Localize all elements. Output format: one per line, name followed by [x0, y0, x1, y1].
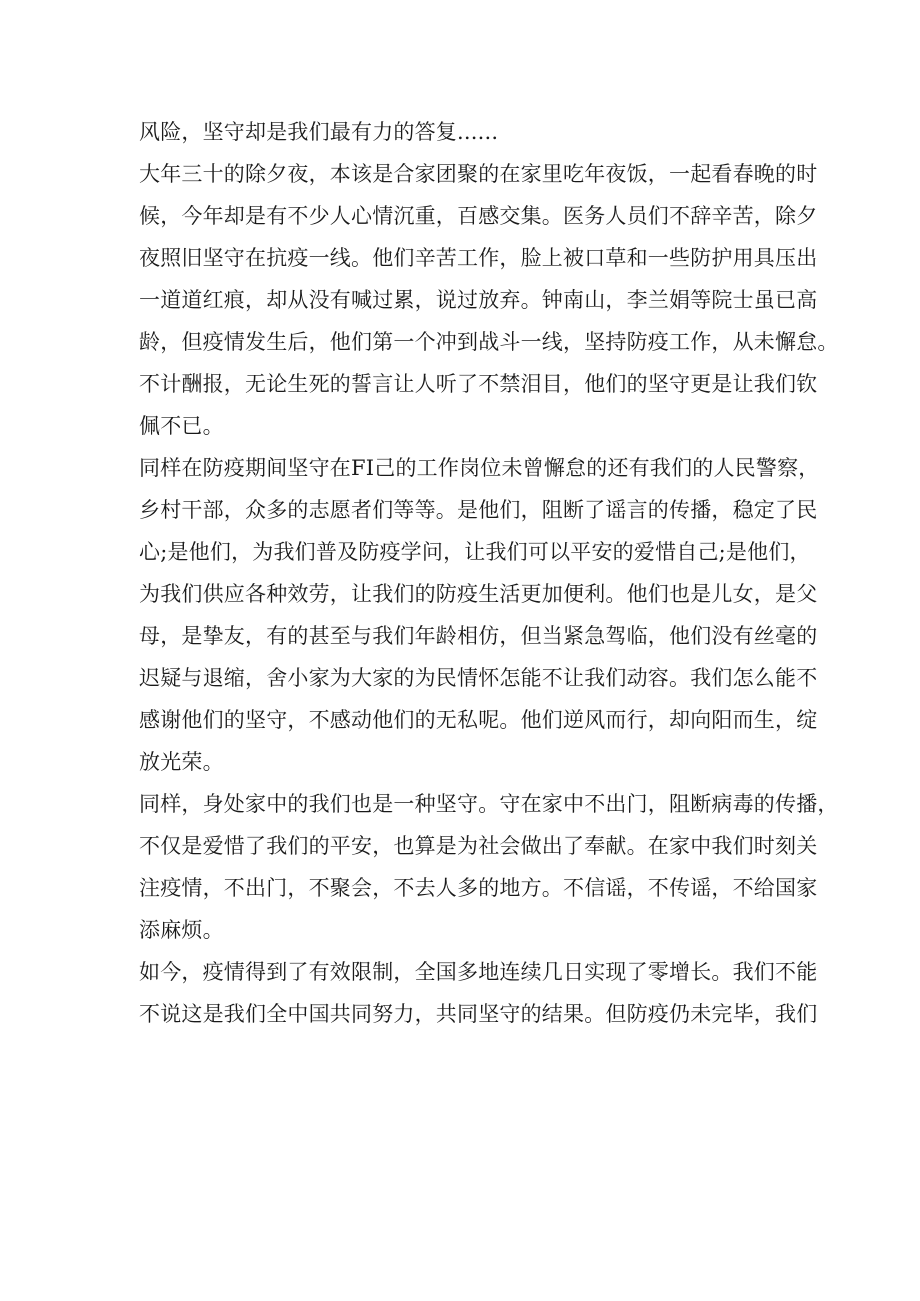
text-line: 放光荣。 [139, 750, 224, 774]
document-body [139, 111, 839, 1035]
text-line: 一道道红痕，却从没有喊过累，说过放弃。钟南山，李兰娟等院士虽已高 [139, 288, 818, 312]
text-line: 不计酬报，无论生死的誓言让人听了不禁泪目，他们的坚守更是让我们钦 [139, 372, 818, 396]
text-line: 不说这是我们全中国共同努力，共同坚守的结果。但防疫仍未完毕，我们 [139, 1002, 818, 1026]
text-line: 佩不已。 [139, 414, 224, 438]
text-line: 候，今年却是有不少人心情沉重，百感交集。医务人员们不辞辛苦，除夕 [139, 204, 818, 228]
text-line: 注疫情，不出门，不聚会，不去人多的地方。不信谣，不传谣，不给国家 [139, 876, 818, 900]
text-line: 为我们供应各种效劳，让我们的防疫生活更加便利。他们也是儿女，是父 [139, 582, 818, 606]
text-line: 心;是他们，为我们普及防疫学问，让我们可以平安的爱惜自己;是他们， [139, 540, 811, 564]
text-line: 同样，身处家中的我们也是一种坚守。守在家中不出门，阻断病毒的传播， [139, 792, 839, 816]
text-line: 乡村干部，众多的志愿者们等等。是他们，阻断了谣言的传播，稳定了民 [139, 498, 818, 522]
text-line: 风险，坚守却是我们最有力的答复...... [139, 120, 499, 144]
text-line: 龄，但疫情发生后，他们第一个冲到战斗一线，坚持防疫工作，从未懈怠。 [139, 330, 839, 354]
text-line: 如今，疫情得到了有效限制，全国多地连续几日实现了零增长。我们不能 [139, 960, 818, 984]
text-line: 同样在防疫期间坚守在FI己的工作岗位未曾懈怠的还有我们的人民警察， [139, 456, 820, 480]
text-line: 添麻烦。 [139, 918, 224, 942]
text-line: 夜照旧坚守在抗疫一线。他们辛苦工作，脸上被口草和一些防护用具压出 [139, 246, 818, 270]
text-line: 不仅是爱惜了我们的平安，也算是为社会做出了奉献。在家中我们时刻关 [139, 834, 818, 858]
text-line: 大年三十的除夕夜，本该是合家团聚的在家里吃年夜饭，一起看春晚的时 [139, 162, 818, 186]
text-line: 感谢他们的坚守，不感动他们的无私呢。他们逆风而行，却向阳而生，绽 [139, 708, 818, 732]
text-line: 母，是挚友，有的甚至与我们年龄相仿，但当紧急驾临，他们没有丝毫的 [139, 624, 818, 648]
text-line: 迟疑与退缩，舍小家为大家的为民情怀怎能不让我们动容。我们怎么能不 [139, 666, 818, 690]
